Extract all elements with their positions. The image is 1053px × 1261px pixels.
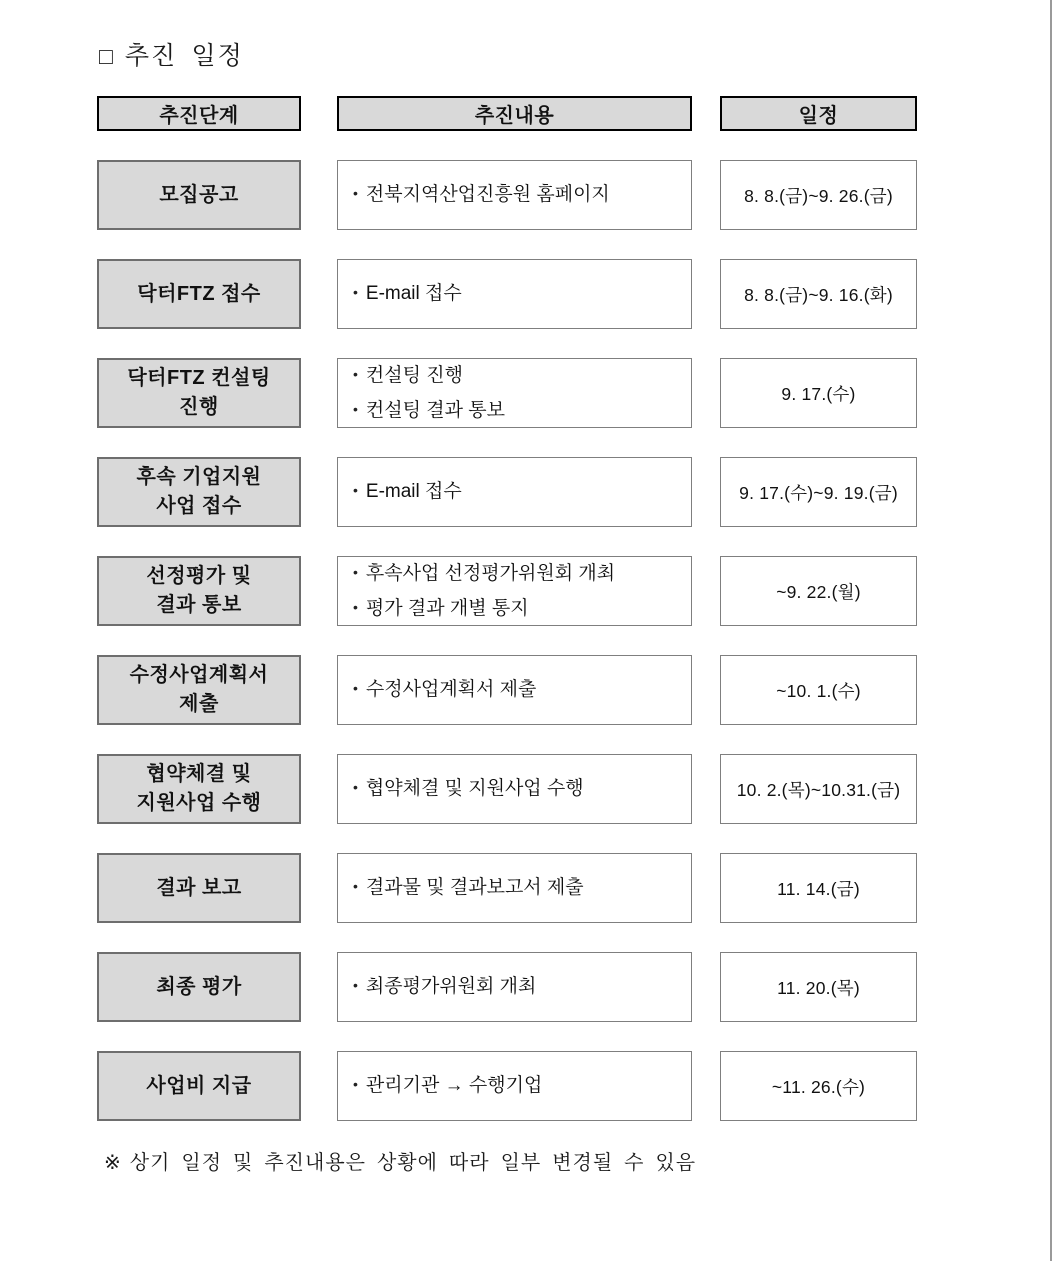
content-cell: [337, 1051, 692, 1121]
bullet-icon: •: [353, 977, 358, 994]
content-text: 관리기관 → 수행기업: [365, 1075, 543, 1097]
bullet-icon: •: [353, 1076, 358, 1093]
schedule-text: 8. 8.(금)~9. 26.(금): [744, 185, 893, 206]
schedule-cell: [720, 457, 917, 527]
stage-cell: [97, 259, 301, 329]
content-text: 후속사업 선정평가위원회 개최: [365, 562, 616, 584]
content-text: 수정사업계획서 제출: [365, 679, 537, 701]
content-text: 컨설팅 결과 통보: [365, 399, 505, 421]
stage-cell: [97, 754, 301, 824]
stage-cell: [97, 853, 301, 923]
schedule-text: 11. 14.(금): [777, 878, 860, 899]
table-row: [97, 457, 917, 527]
footnote-text: 상기 일정 및 추진내용은 상황에 따라 일부 변경될 수 있음: [129, 1152, 697, 1174]
bullet-icon: •: [353, 779, 358, 796]
header-stage: [97, 96, 301, 131]
schedule-cell: [720, 853, 917, 923]
content-item: [353, 595, 691, 623]
stage-label: 후속 기업지원: [136, 466, 262, 488]
stage-cell: [97, 1051, 301, 1121]
bullet-icon: •: [353, 878, 358, 895]
stage-label: 최종 평가: [156, 975, 242, 998]
header-content: [337, 96, 692, 131]
stage-cell: [97, 556, 301, 626]
content-cell: [337, 556, 692, 626]
bullet-icon: •: [353, 185, 358, 202]
stage-label: 지원사업 수행: [136, 792, 262, 814]
content-cell: [337, 457, 692, 527]
table-row: [97, 358, 917, 428]
schedule-cell: [720, 160, 917, 230]
bullet-icon: •: [353, 482, 358, 499]
schedule-text: 10. 2.(목)~10.31.(금): [736, 779, 901, 800]
content-cell: [337, 853, 692, 923]
section-title: [99, 36, 244, 72]
content-item: [353, 181, 691, 209]
schedule-cell: [720, 556, 917, 626]
stage-label: 사업비 지급: [146, 1074, 252, 1097]
schedule-text: 9. 17.(수)~9. 19.(금): [739, 482, 898, 503]
stage-cell: [97, 160, 301, 230]
stage-cell: [97, 358, 301, 428]
reference-mark-icon: ※: [104, 1152, 122, 1174]
stage-cell: [97, 457, 301, 527]
content-item: [353, 280, 691, 308]
content-text: E-mail 접수: [365, 283, 462, 305]
stage-label: 결과 보고: [156, 876, 242, 899]
bullet-icon: •: [353, 563, 358, 580]
stage-label: 협약체결 및: [146, 763, 252, 785]
header-schedule: [720, 96, 917, 131]
header-content-label: 추진내용: [474, 105, 555, 127]
content-item: [353, 775, 691, 803]
schedule-cell: [720, 1051, 917, 1121]
content-text: E-mail 접수: [365, 481, 462, 503]
content-cell: [337, 160, 692, 230]
header-schedule-label: 일정: [798, 105, 839, 127]
table-row: [97, 556, 917, 626]
schedule-cell: [720, 358, 917, 428]
schedule-text: 11. 20.(목): [777, 977, 860, 998]
table-row: [97, 853, 917, 923]
schedule-cell: [720, 754, 917, 824]
table-row: [97, 655, 917, 725]
schedule-table: [97, 96, 917, 1121]
stage-label: 사업 접수: [156, 495, 242, 517]
content-item: [353, 397, 691, 425]
stage-label: 닥터FTZ 컨설팅: [127, 367, 271, 389]
stage-label: 진행: [179, 396, 219, 418]
table-row: [97, 952, 917, 1022]
content-item: [353, 362, 691, 390]
content-item: [353, 1072, 691, 1100]
table-row: [97, 259, 917, 329]
content-cell: [337, 259, 692, 329]
content-text: 컨설팅 진행: [365, 364, 463, 386]
schedule-text: ~10. 1.(수): [776, 680, 861, 701]
header-stage-label: 추진단계: [159, 105, 239, 127]
page-edge-line: [1050, 0, 1052, 1261]
table-row: [97, 754, 917, 824]
table-row: [97, 160, 917, 230]
content-cell: [337, 358, 692, 428]
stage-label: 모집공고: [159, 183, 239, 206]
schedule-cell: [720, 259, 917, 329]
schedule-text: ~11. 26.(수): [771, 1076, 866, 1097]
bullet-icon: •: [353, 400, 358, 417]
schedule-cell: [720, 655, 917, 725]
stage-label: 닥터FTZ 접수: [137, 282, 261, 305]
bullet-icon: •: [353, 680, 358, 697]
empty-square-bullet-icon: □: [99, 44, 115, 69]
content-item: [353, 478, 691, 506]
content-item: [353, 676, 691, 704]
table-header-row: [97, 96, 917, 131]
schedule-text: 8. 8.(금)~9. 16.(화): [744, 284, 893, 305]
content-cell: [337, 952, 692, 1022]
stage-cell: [97, 655, 301, 725]
content-text: 결과물 및 결과보고서 제출: [365, 877, 584, 899]
stage-label: 선정평가 및: [146, 565, 252, 587]
section-title-text: 추진 일정: [124, 43, 244, 70]
content-cell: [337, 655, 692, 725]
table-row: [97, 1051, 917, 1121]
bullet-icon: •: [353, 598, 358, 615]
schedule-text: 9. 17.(수): [781, 383, 856, 404]
bullet-icon: •: [353, 284, 358, 301]
content-text: 협약체결 및 지원사업 수행: [365, 778, 584, 800]
content-text: 전북지역산업진흥원 홈페이지: [365, 184, 610, 206]
bullet-icon: •: [353, 365, 358, 382]
content-text: 최종평가위원회 개최: [365, 976, 537, 998]
schedule-cell: [720, 952, 917, 1022]
content-item: [353, 973, 691, 1001]
footnote: [104, 1146, 696, 1175]
content-text: 평가 결과 개별 통지: [365, 597, 529, 619]
stage-label: 수정사업계획서: [129, 664, 269, 686]
stage-cell: [97, 952, 301, 1022]
stage-label: 제출: [179, 693, 219, 715]
content-item: [353, 560, 691, 588]
stage-label: 결과 통보: [156, 594, 242, 616]
schedule-text: ~9. 22.(월): [776, 581, 861, 602]
content-cell: [337, 754, 692, 824]
content-item: [353, 874, 691, 902]
